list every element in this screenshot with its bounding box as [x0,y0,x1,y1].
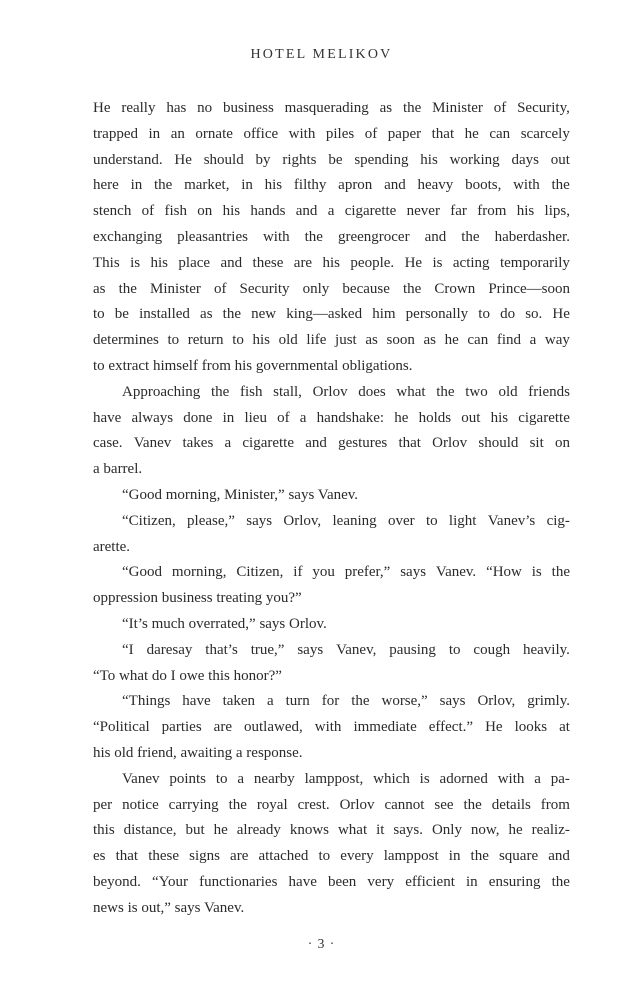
paragraph [93,380,570,483]
text-line: “Things have taken a turn for the worse,” says Orlov, grimly. [122,693,570,710]
text-line: news is out,” says Vanev. [93,899,245,916]
text-line: exchanging pleasantries with the greengrocer and the haberdasher. [93,228,570,245]
text-line: Vanev points to a nearby lamppost, which is adorned with a pa- [122,770,570,787]
text-line: “Good morning, Citizen, if you prefer,” says Vanev. “How is the [122,564,570,581]
text-line: “Good morning, Minister,” says Vanev. [122,486,359,503]
running-header: HOTEL MELIKOV [250,47,393,62]
text-line: “I daresay that’s true,” says Vanev, pausing to cough heavily. [122,641,570,658]
paragraph [93,509,570,561]
text-line: He really has no business masquerading as the Minister of Security, [93,100,570,116]
text-line: “Political parties are outlawed, with immediate effect.” He looks at [93,719,570,736]
page-body [93,96,570,922]
text-line: as the Minister of Security only because the Crown Prince—soon [93,280,570,297]
text-line: trapped in an ornate office with piles of paper that he can scarcely [93,125,570,142]
paragraph [93,560,570,612]
text-line: per notice carrying the royal crest. Orlov cannot see the details from [93,796,570,813]
paragraph [93,767,570,922]
text-line: his old friend, awaiting a response. [93,744,303,761]
text-line: this distance, but he already knows what it says. Only now, he realiz- [93,822,570,839]
paragraph [93,612,570,638]
text-line: es that these signs are attached to every lamppost in the square and [93,848,570,865]
page-number: · 3 · [307,936,336,951]
text-line: “It’s much overrated,” says Orlov. [122,615,327,632]
text-line: This is his place and these are his people. He is acting temporarily [93,254,570,271]
text-line: determines to return to his old life just as soon as he can find a way [93,332,570,349]
text-line: have always done in lieu of a handshake: he holds out his cigarette [93,409,570,426]
text-line: Approaching the fish stall, Orlov does what the two old friends [122,383,570,400]
text-line: a barrel. [93,461,143,478]
text-line: stench of fish on his hands and a cigarette never far from his lips, [93,203,570,220]
text-line: here in the market, in his filthy apron and heavy boots, with the [93,177,570,194]
text-line: arette. [93,538,131,555]
text-line: understand. He should by rights be spending his working days out [93,151,570,168]
paragraph [93,638,570,690]
paragraph [93,96,570,380]
text-line: beyond. “Your functionaries have been very efficient in ensuring the [93,873,570,890]
paragraph [93,483,570,509]
paragraph [93,689,570,766]
text-line: to be installed as the new king—asked him personally to do so. He [93,306,570,323]
text-line: oppression business treating you?” [93,590,302,607]
text-line: case. Vanev takes a cigarette and gestures that Orlov should sit on [93,435,570,452]
text-line: to extract himself from his governmental obligations. [93,357,413,374]
text-line: “To what do I owe this honor?” [93,667,282,684]
text-line: “Citizen, please,” says Orlov, leaning over to light Vanev’s cig- [122,512,570,529]
